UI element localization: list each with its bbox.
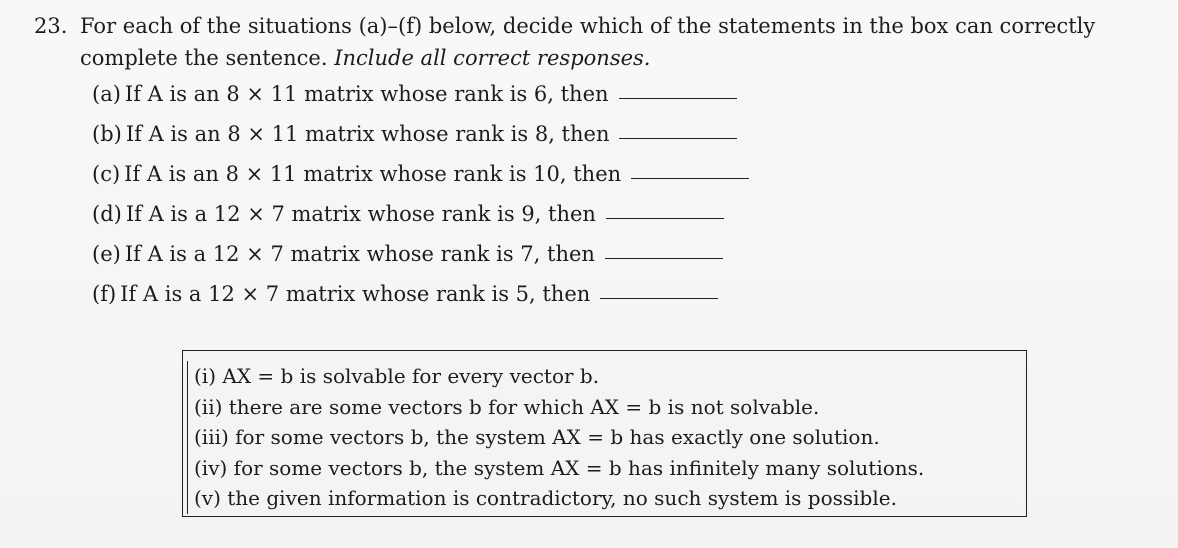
statement-label: (iii): [194, 425, 229, 449]
statements-box: [182, 350, 1027, 517]
statement-i: [194, 361, 1026, 392]
situation-b: [92, 118, 1154, 158]
situation-label: (e): [92, 242, 121, 266]
problem-number: 23.: [34, 14, 68, 38]
statement-iv: [194, 453, 1026, 484]
situation-c: [92, 158, 1154, 198]
situation-a: [92, 78, 1154, 118]
statement-v: [194, 483, 1026, 514]
statement-label: (iv): [194, 455, 228, 480]
statement-label: (i): [194, 364, 217, 388]
situation-e: [92, 238, 1154, 278]
answer-blank[interactable]: [619, 137, 737, 139]
problem-intro-line1: For each of the situations (a)–(f) below, decide which of the statements in the box can correctly: [80, 14, 1096, 38]
answer-blank[interactable]: [605, 257, 723, 259]
statement-label: (v): [194, 486, 221, 510]
situation-text: If A is an 8 × 11 matrix whose rank is 8, then: [125, 122, 610, 146]
answer-blank[interactable]: [600, 297, 718, 299]
situation-text: If A is an 8 × 11 matrix whose rank is 10, then: [124, 162, 622, 186]
problem-23: [34, 10, 1154, 318]
situation-label: (f): [92, 282, 117, 306]
problem-intro-line2: [34, 42, 1154, 74]
statement-text: for some vectors b, the system AX = b has exactly one solution.: [235, 425, 880, 449]
situation-f: [92, 278, 1154, 318]
statements-list: [187, 361, 1026, 514]
situation-label: (d): [92, 202, 122, 226]
statement-label: (ii): [194, 394, 223, 419]
statement-text: for some vectors b, the system AX = b has infinitely many solutions.: [233, 455, 925, 480]
situation-text: If A is a 12 × 7 matrix whose rank is 5, then: [120, 282, 591, 306]
situation-text: If A is a 12 × 7 matrix whose rank is 7, then: [124, 242, 595, 266]
problem-intro-plain: complete the sentence.: [80, 46, 328, 70]
answer-blank[interactable]: [631, 177, 749, 179]
answer-blank[interactable]: [606, 217, 724, 219]
situation-label: (b): [92, 122, 122, 146]
situation-list: [34, 78, 1154, 318]
answer-blank[interactable]: [619, 97, 737, 99]
situation-d: [92, 198, 1154, 238]
problem-intro-italic: Include all correct responses.: [334, 46, 651, 70]
statement-ii: [194, 392, 1026, 423]
statement-iii: [194, 422, 1026, 453]
situation-text: If A is an 8 × 11 matrix whose rank is 6, then: [124, 82, 609, 106]
situation-text: If A is a 12 × 7 matrix whose rank is 9, then: [125, 202, 596, 226]
situation-label: (c): [92, 162, 121, 186]
statement-text: there are some vectors b for which AX = b is not solvable.: [228, 394, 820, 419]
statement-text: the given information is contradictory, no such system is possible.: [227, 486, 897, 510]
problem-header: [34, 10, 1154, 42]
statement-text: AX = b is solvable for every vector b.: [222, 364, 600, 388]
situation-label: (a): [92, 82, 121, 106]
